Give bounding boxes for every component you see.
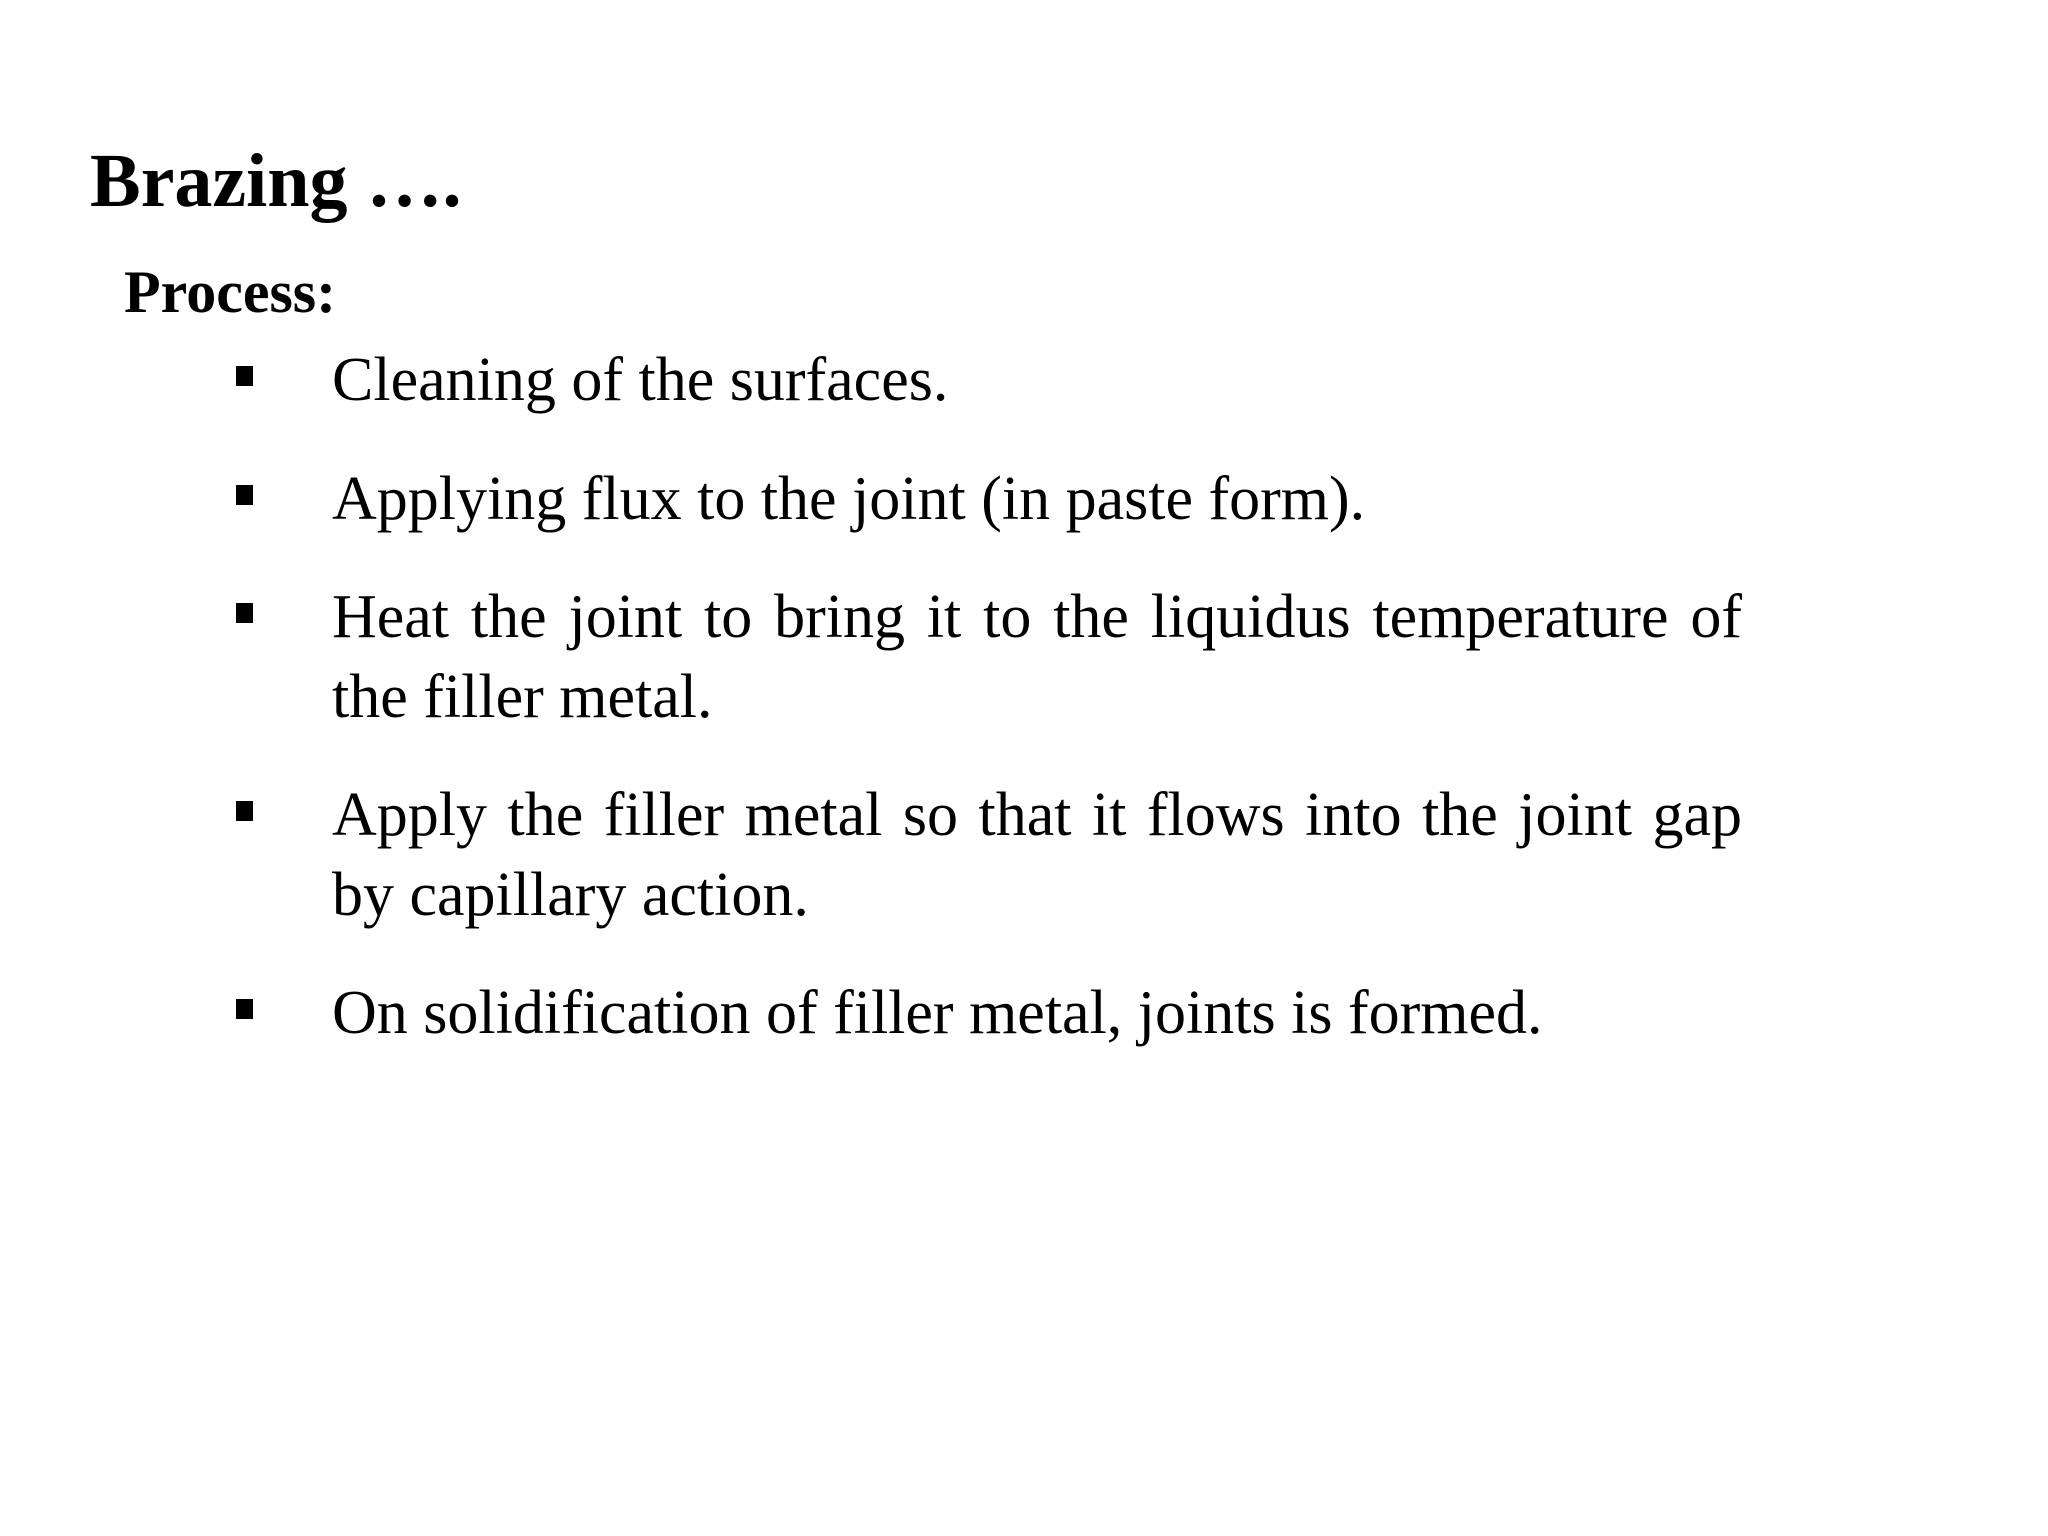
bullet-text: Apply the filler metal so that it flows into the joint gap by capillary action. [332, 781, 1742, 929]
bullet-item [332, 775, 1742, 935]
square-bullet-icon [236, 366, 253, 386]
bullet-item [332, 340, 1742, 420]
square-bullet-icon [236, 603, 253, 623]
bullet-item [332, 973, 1742, 1053]
square-bullet-icon [236, 999, 253, 1019]
bullet-item [332, 577, 1742, 737]
slide-title: Brazing …. [90, 139, 462, 223]
bullet-item [332, 459, 1742, 539]
bullet-text: On solidification of filler metal, joints is formed. [332, 979, 1543, 1047]
bullet-text: Applying flux to the joint (in paste form). [332, 465, 1366, 533]
bullet-text: Cleaning of the surfaces. [332, 346, 949, 414]
square-bullet-icon [236, 485, 253, 505]
section-heading: Process: [124, 259, 337, 325]
bullet-text: Heat the joint to bring it to the liquidus temperature of the filler metal. [332, 583, 1742, 731]
square-bullet-icon [236, 801, 253, 821]
